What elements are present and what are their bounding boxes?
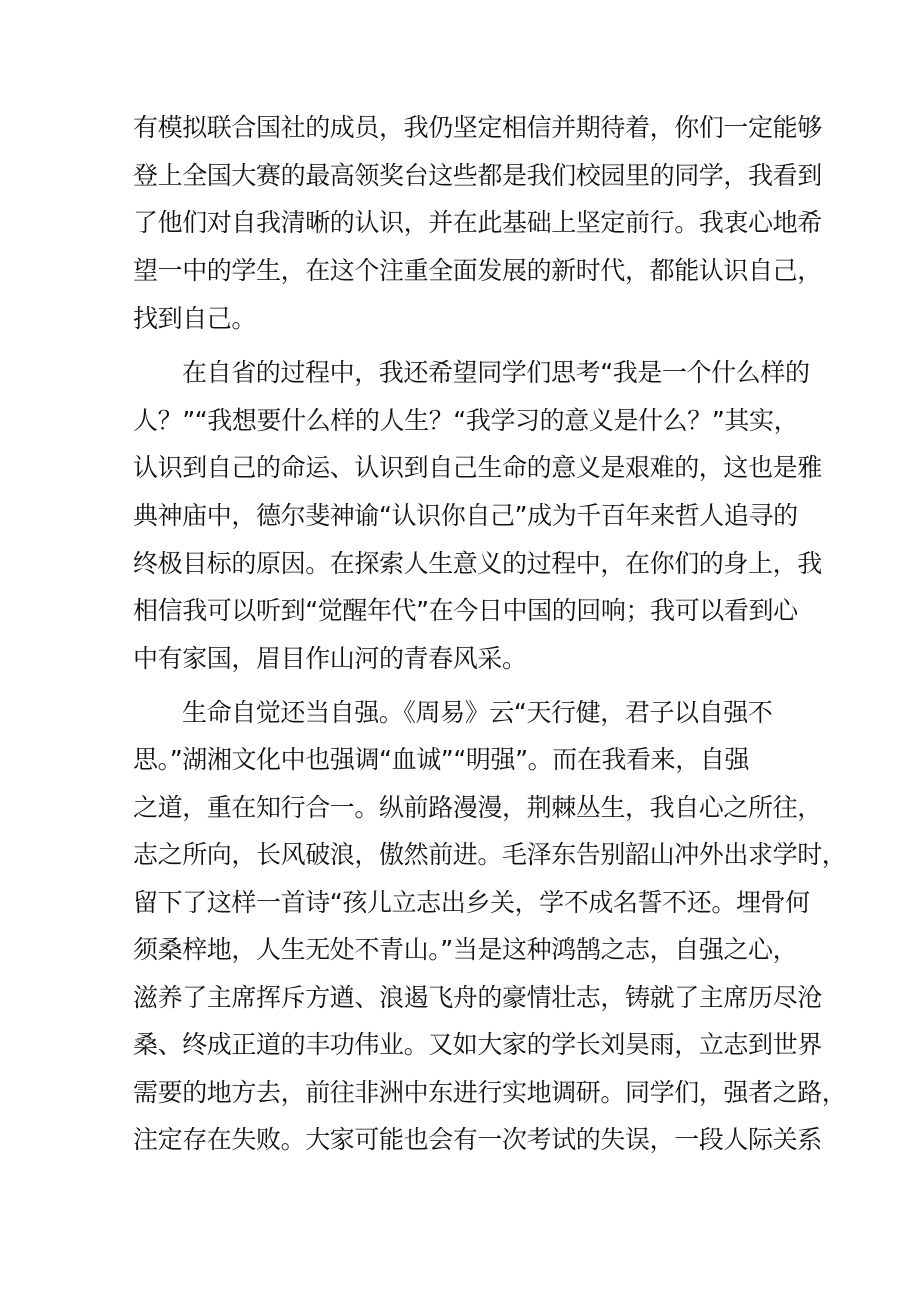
text-line-18: 须桑梓地，人生无处不青山。”当是这种鸿鹄之志，自强之心， (133, 935, 798, 964)
text-line-15: 之道，重在知行合一。纵前路漫漫，荆棘丛生，我自心之所往， (133, 793, 822, 822)
text-line-17: 留下了这样一首诗“孩儿立志出乡关，学不成名誓不还。埋骨何 (133, 888, 810, 917)
text-line-13: 生命自觉还当自强。《周易》云“天行健，君子以自强不 (182, 698, 773, 727)
text-line-2: 登上全国大赛的最高领奖台这些都是我们校园里的同学，我看到 (133, 161, 822, 190)
text-line-4: 望一中的学生，在这个注重全面发展的新时代，都能认识自己， (133, 256, 822, 285)
text-line-9: 典神庙中，德尔斐神谕“认识你自己”成为千百年来哲人追寻的 (133, 501, 798, 530)
text-line-12: 中有家国，眉目作山河的青春风采。 (133, 644, 527, 673)
text-line-20: 桑、终成正道的丰功伟业。又如大家的学长刘昊雨，立志到世界 (133, 1030, 822, 1059)
text-line-1: 有模拟联合国社的成员，我仍坚定相信并期待着，你们一定能够 (133, 113, 822, 142)
text-line-8: 认识到自己的命运、认识到自己生命的意义是艰难的，这也是雅 (133, 453, 822, 482)
text-line-7: 人？”“我想要什么样的人生？“我学习的意义是什么？”其实， (133, 406, 799, 435)
text-line-22: 注定存在失败。大家可能也会有一次考试的失误，一段人际关系 (133, 1125, 822, 1154)
text-line-10: 终极目标的原因。在探索人生意义的过程中，在你们的身上，我 (133, 549, 822, 578)
text-line-6: 在自省的过程中，我还希望同学们思考“我是一个什么样的 (182, 358, 810, 387)
text-line-3: 了他们对自我清晰的认识，并在此基础上坚定前行。我衷心地希 (133, 208, 822, 237)
text-line-16: 志之所向，长风破浪，傲然前进。毛泽东告别韶山冲外出求学时， (133, 840, 847, 869)
text-line-19: 滋养了主席挥斥方遒、浪遏飞舟的豪情壮志，铸就了主席历尽沧 (133, 983, 822, 1012)
text-line-11: 相信我可以听到“觉醒年代”在今日中国的回响；我可以看到心 (133, 596, 798, 625)
text-line-14: 思。”湖湘文化中也强调“血诚”“明强”。而在我看来，自强 (133, 745, 750, 774)
text-line-21: 需要的地方去，前往非洲中东进行实地调研。同学们，强者之路， (133, 1078, 847, 1107)
text-line-5: 找到自己。 (133, 304, 257, 333)
